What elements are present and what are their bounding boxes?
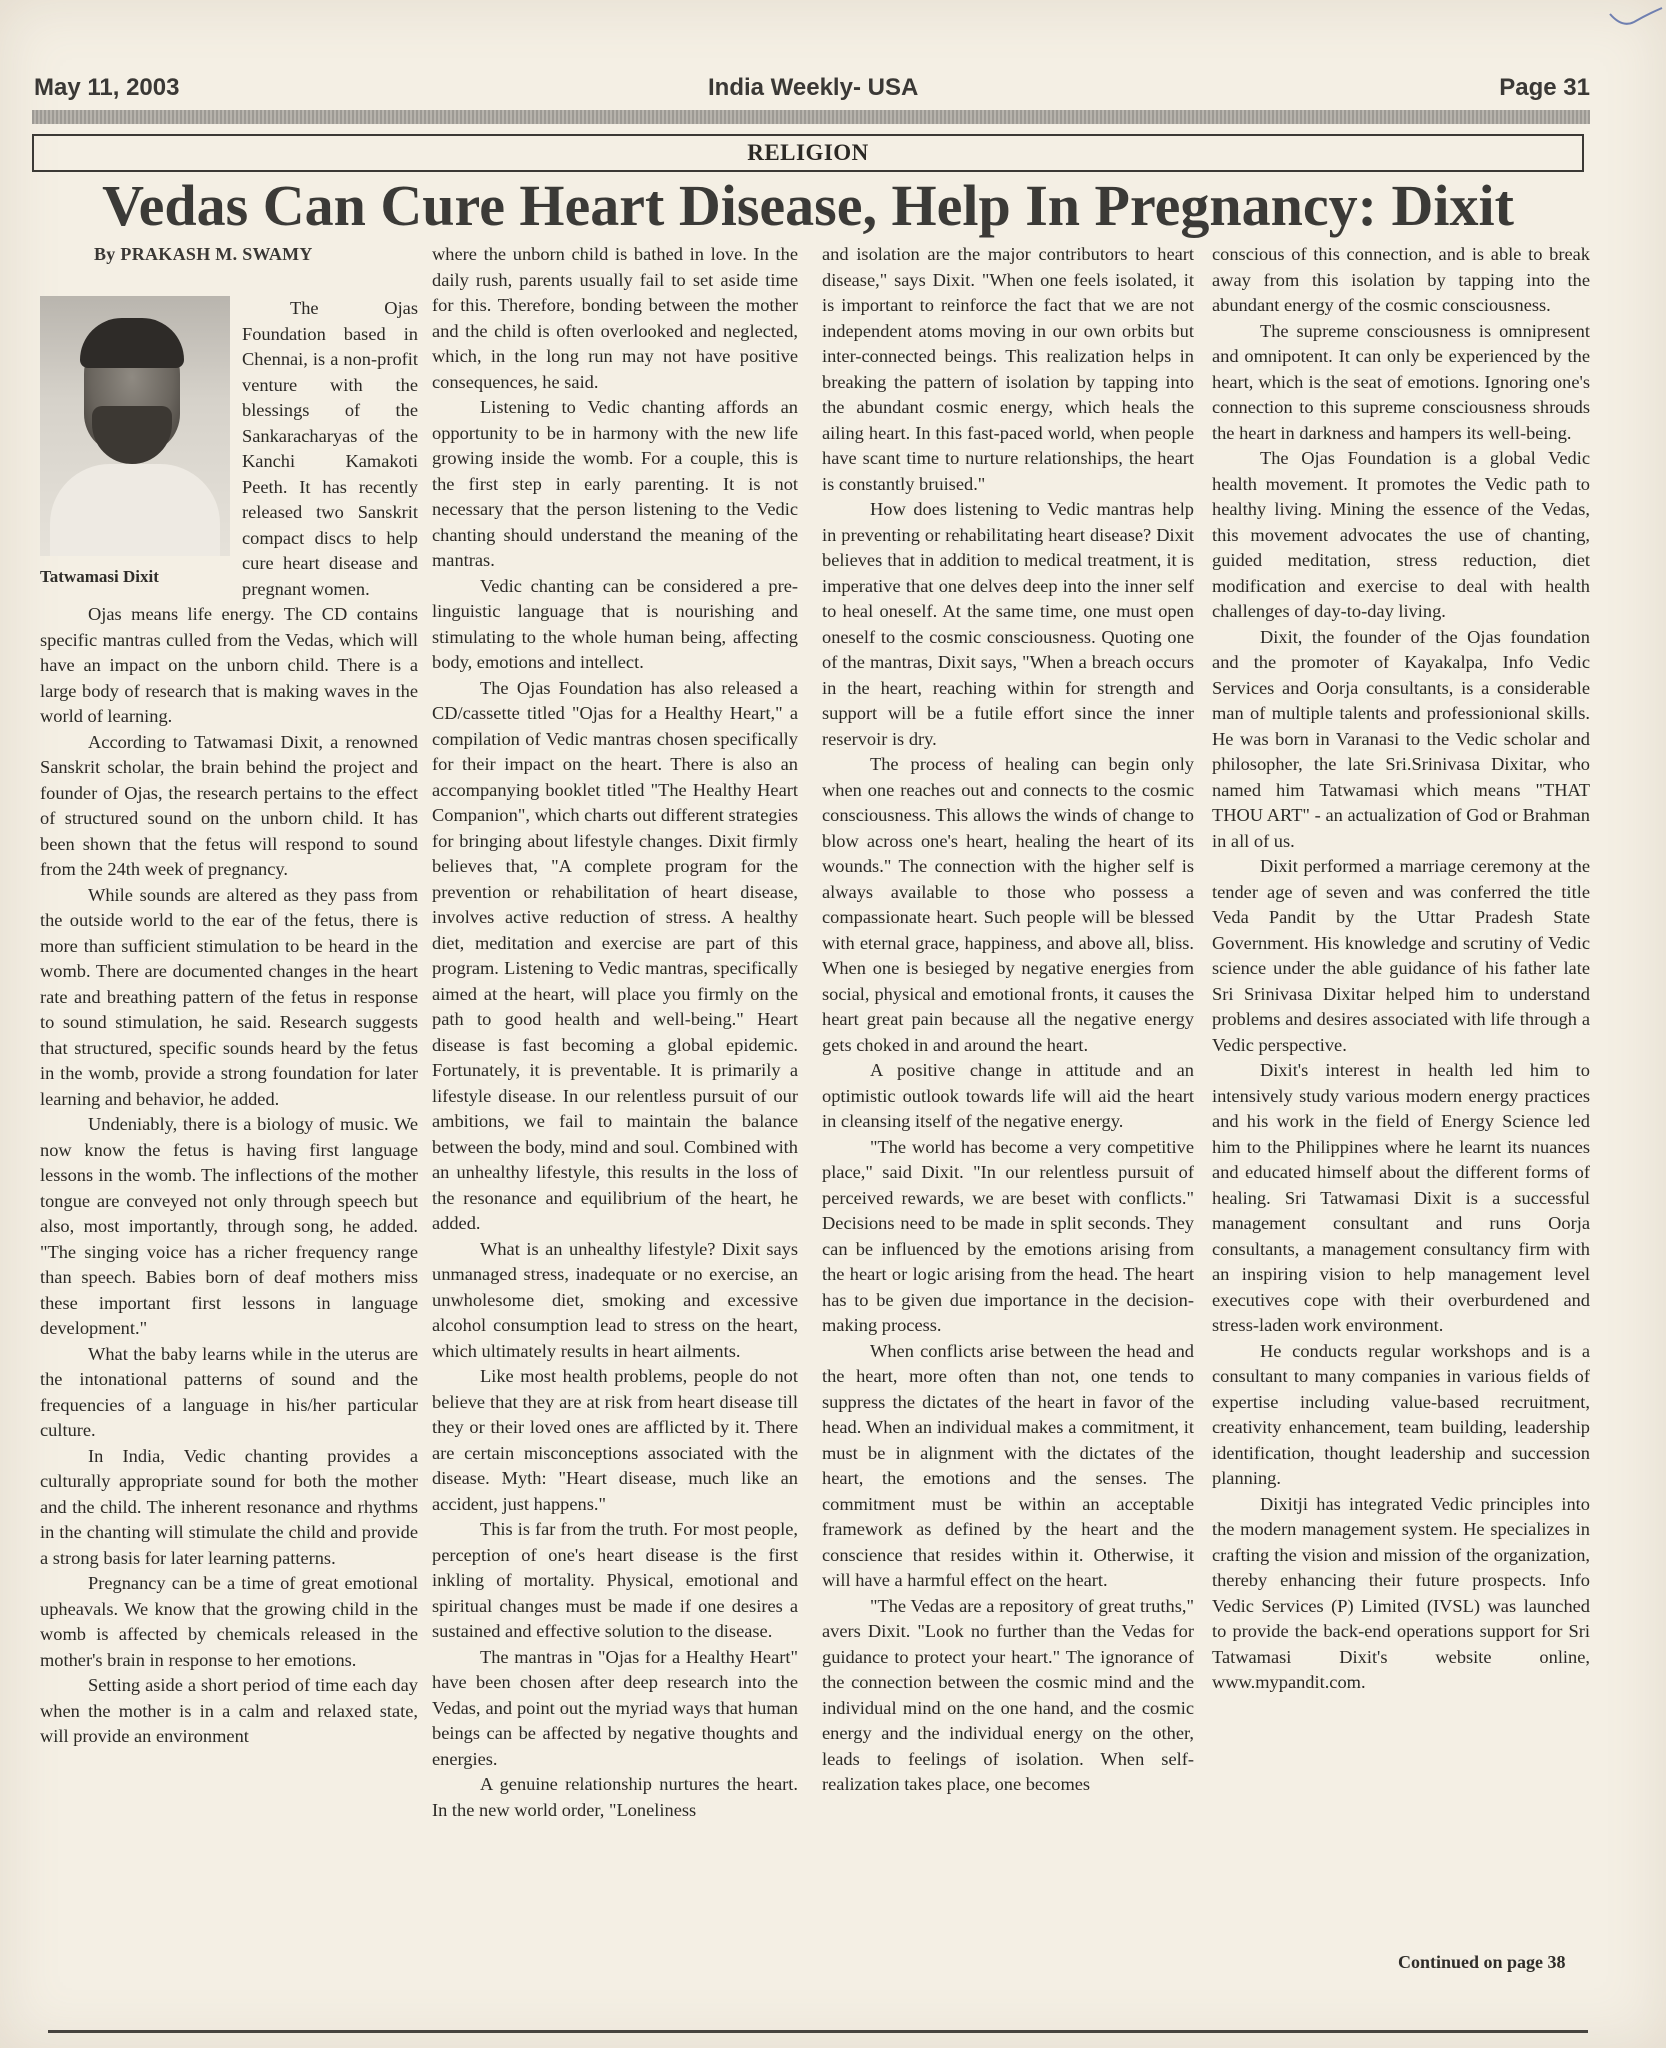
paragraph: Setting aside a short period of time each day when the mother is in a calm and relaxed state, will provide an environment	[40, 1675, 418, 1746]
paragraph: Undeniably, there is a biology of music. We now know the fetus is having first language lessons in the womb. The inflections of the mother tongue are conveyed not only through speech but also, most importantly, through song, he added. "The singing voice has a richer frequency range than speech. Babies born of deaf mothers miss these important first lessons in language development."	[40, 1114, 418, 1338]
paragraph: Dixit, the founder of the Ojas foundation and the promoter of Kayakalpa, Info Vedic Services and Oorja consultants, is a considerable man of multiple talents and professionional skills. He was born in Varanasi to the Vedic scholar and philosopher, the late Sri.Srinivasa Dixitar, who named him Tatwamasi which means "THAT THOU ART" - an actualization of God or Brahman in all of us.	[1212, 626, 1590, 851]
paragraph: The process of healing can begin only when one reaches out and connects to the cosmic consciousness. This allows the winds of change to blow across one's heart, healing the heart of its wounds." The connection with the higher self is always available to those who possess a compassionate heart. Such people will be blessed with eternal grace, happiness, and above all, bliss. When one is besieged by negative energies from social, physical and emotional fronts, it causes the heart great pain because all the negative energy gets choked in and around the heart.	[822, 754, 1194, 1055]
paragraph: Pregnancy can be a time of great emotional upheavals. We know that the growing child in the womb is affected by chemicals released in the mother's brain in response to her emotions.	[40, 1573, 418, 1670]
page-header	[34, 74, 1590, 114]
paragraph: Dixitji has integrated Vedic principles into the modern management system. He specializes in crafting the vision and mission of the organization, thereby enhancing their future prospects. Info Vedic Services (P) Limited (IVSL) was launched to provide the back-end operations support for Sri Tatwamasi Dixit's website online, www.mypandit.com.	[1212, 1493, 1590, 1692]
paragraph: Like most health problems, people do not believe that they are at risk from heart disease till they or their loved ones are afflicted by it. There are certain misconceptions associated with the disease. Myth: "Heart disease, much like an accident, just happens."	[432, 1366, 798, 1514]
issue-date: May 11, 2003	[34, 74, 180, 101]
author-photo-block	[40, 296, 230, 586]
column-2-text	[432, 242, 798, 1823]
article-column-1	[40, 296, 418, 2046]
footer-rule	[48, 2030, 1588, 2033]
article-column-4	[1212, 242, 1590, 1992]
article-column-2	[432, 242, 798, 1992]
article-headline: Vedas Can Cure Heart Disease, Help In Pregnancy: Dixit	[102, 173, 1514, 238]
paragraph: What is an unhealthy lifestyle? Dixit says unmanaged stress, inadequate or no exercise, an unwholesome diet, smoking and excessive alcohol consumption lead to stress on the heart, which ultimately results in heart ailments.	[432, 1238, 798, 1361]
pen-check-mark	[1608, 6, 1664, 30]
paragraph: Dixit's interest in health led him to intensively study various modern energy practices and his work in the field of Energy Science led him to the Philippines where he learnt its nuances and educated himself about the different forms of healing. Sri Tatwamasi Dixit is a successful management consultant and runs Oorja consultants, a management consultancy firm with an inspiring vision to help management level executives cope with their overburdened and stress-laden work environment.	[1212, 1060, 1590, 1335]
paragraph: In India, Vedic chanting provides a culturally appropriate sound for both the mother and the child. The inherent resonance and rhythms in the chanting will stimulate the child and provide a strong basis for later learning patterns.	[40, 1445, 418, 1568]
publication-name: India Weekly- USA	[708, 74, 919, 101]
paragraph: What the baby learns while in the uterus are the intonational patterns of sound and the frequencies of a language in his/her particular culture.	[40, 1343, 418, 1440]
paragraph: "The world has become a very competitive place," said Dixit. "In our relentless pursuit of perceived rewards, we are beset with conflicts." Decisions need to be made in split seconds. They can be influenced by the emotions arising from the heart or logic arising from the head. The heart has to be given due importance in the decision-making process.	[822, 1136, 1194, 1335]
paragraph: conscious of this connection, and is able to break away from this isolation by tapping into the abundant energy of the cosmic consciousness.	[1212, 244, 1590, 315]
paragraph: "The Vedas are a repository of great truths," avers Dixit. "Look no further than the Vedas for guidance to protect your heart." The ignorance of the connection between the cosmic mind and the individual mind on the one hand, and the cosmic energy and the individual energy on the other, leads to feelings of isolation. When self-realization takes place, one becomes	[822, 1595, 1194, 1794]
paragraph: The Ojas Foundation has also released a CD/cassette titled "Ojas for a Healthy Heart," a compilation of Vedic mantras chosen specifically for their impact on the heart. There is also an accompanying booklet titled "The Healthy Heart Companion", which charts out different strategies for bringing about lifestyle changes. Dixit firmly believes that, "A complete program for the prevention or rehabilitation of heart disease, involves active reduction of stress. A healthy diet, meditation and exercise are part of this program. Listening to Vedic mantras, specifically aimed at the heart, will place you firmly on the path to good health and well-being." Heart disease is fast becoming a global epidemic. Fortunately, it is preventable. It is primarily a lifestyle disease. In our relentless pursuit of our ambitions, we fail to maintain the balance between the body, mind and soul. Combined with an unhealthy lifestyle, this results in the loss of the resonance and equilibrium of the heart, he added.	[432, 677, 798, 1233]
continued-note: Continued on page 38	[1398, 1952, 1566, 1972]
author-photo	[40, 296, 230, 556]
paragraph: He conducts regular workshops and is a consultant to many companies in various fields of expertise including value-based recruitment, creativity enhancement, team building, leadership identification, thought leadership and succession planning.	[1212, 1340, 1590, 1488]
paragraph: This is far from the truth. For most people, perception of one's heart disease is the first inkling of mortality. Physical, emotional and spiritual changes must be made if one desires a sustained and effective solution to the disease.	[432, 1519, 798, 1641]
paragraph: Vedic chanting can be considered a pre-linguistic language that is nourishing and stimulating to the whole human being, affecting body, emotions and intellect.	[432, 575, 798, 672]
paragraph: The mantras in "Ojas for a Healthy Heart" have been chosen after deep research into the Vedas, and point out the myriad ways that human beings can be affected by negative thoughts and energies.	[432, 1646, 798, 1769]
paragraph: A genuine relationship nurtures the heart. In the new world order, "Loneliness	[432, 1774, 798, 1820]
paragraph: Listening to Vedic chanting affords an opportunity to be in harmony with the new life growing inside the womb. For a couple, this is the first step in early parenting. It is not necessary that the person listening to the Vedic chanting should understand the meaning of the mantras.	[432, 397, 798, 570]
paragraph: A positive change in attitude and an optimistic outlook towards life will aid the heart in cleansing itself of the negative energy.	[822, 1060, 1194, 1131]
page-number: Page 31	[1499, 74, 1590, 101]
paragraph: where the unborn child is bathed in love. In the daily rush, parents usually fail to set aside time for this. Therefore, bonding between the mother and the child is often overlooked and neglected, which, in the long run may not have positive consequences, he said.	[432, 244, 798, 392]
paragraph: While sounds are altered as they pass from the outside world to the ear of the fetus, there is more than sufficient stimulation to be heard in the womb. There are documented changes in the heart rate and breathing pattern of the fetus in response to sound stimulation, he said. Research suggests that structured, specific sounds heard by the fetus in the womb, provide a strong foundation for later learning and behavior, he added.	[40, 884, 418, 1109]
header-rule	[32, 110, 1590, 124]
paragraph: The supreme consciousness is omnipresent and omnipotent. It can only be experienced by the heart, which is the seat of emotions. Ignoring one's connection to this supreme consciousness shrouds the heart in darkness and hampers its well-being.	[1212, 320, 1590, 443]
section-label-box	[32, 134, 1584, 172]
paragraph: Ojas means life energy. The CD contains specific mantras culled from the Vedas, which will have an impact on the unborn child. There is a large body of research that is making waves in the world of learning.	[40, 604, 418, 726]
column-3-text	[822, 242, 1194, 1798]
paragraph: The Ojas Foundation is a global Vedic health movement. It promotes the Vedic path to healthy living. Mining the essence of the Vedas, this movement advocates the use of chanting, guided meditation, stress reduction, diet modification and exercise to deal with health challenges of day-to-day living.	[1212, 448, 1590, 621]
paragraph: Dixit performed a marriage ceremony at the tender age of seven and was conferred the title Veda Pandit by the Uttar Pradesh State Government. His knowledge and scrutiny of Vedic science under the able guidance of his father late Sri Srinivasa Dixitar helped him to understand problems and desires associated with life through a Vedic perspective.	[1212, 856, 1590, 1055]
article-column-3	[822, 242, 1194, 1992]
paragraph: How does listening to Vedic mantras help in preventing or rehabilitating heart disease? Dixit believes that in addition to medical treatment, it is imperative that one delves deep into the inner self to heal oneself. At the same time, one must open oneself to the cosmic consciousness. Quoting one of the mantras, Dixit says, "When a breach occurs in the heart, reaching within for strength and support will be a futile effort since the inner reservoir is dry.	[822, 499, 1194, 749]
photo-caption: Tatwamasi Dixit	[40, 567, 159, 586]
column-4-text	[1212, 242, 1590, 1696]
paragraph: and isolation are the major contributors to heart disease," says Dixit. "When one feels isolated, it is important to reinforce the fact that we are not independent atoms moving in our own orbits but inter-connected beings. This realization helps in breaking the pattern of isolation by tapping into the abundant cosmic energy, which heals the ailing heart. In this fast-paced world, when people have scant time to nurture relationships, the heart is constantly bruised."	[822, 244, 1194, 494]
byline: By PRAKASH M. SWAMY	[94, 244, 313, 264]
section-label: RELIGION	[747, 140, 869, 165]
paragraph: According to Tatwamasi Dixit, a renowned Sanskrit scholar, the brain behind the project and founder of Ojas, the research pertains to the effect of structured sound on the unborn child. It has been shown that the fetus will respond to sound from the 24th week of pregnancy.	[40, 731, 418, 879]
paragraph: The Ojas Foundation based in Chennai, is a non-profit venture with the blessings of the Sankaracharyas of the Kanchi Kamakoti Peeth. It has recently released two Sanskrit compact discs to help cure heart disease and pregnant women.	[242, 298, 418, 599]
paragraph: When conflicts arise between the head and the heart, more often than not, one tends to suppress the dictates of the heart in favor of the head. When an individual makes a commitment, it must be in alignment with the dictates of the heart, the emotions and the senses. The commitment must be within an acceptable framework as defined by the heart and the conscience that resides within it. Otherwise, it will have a harmful effect on the heart.	[822, 1340, 1194, 1590]
